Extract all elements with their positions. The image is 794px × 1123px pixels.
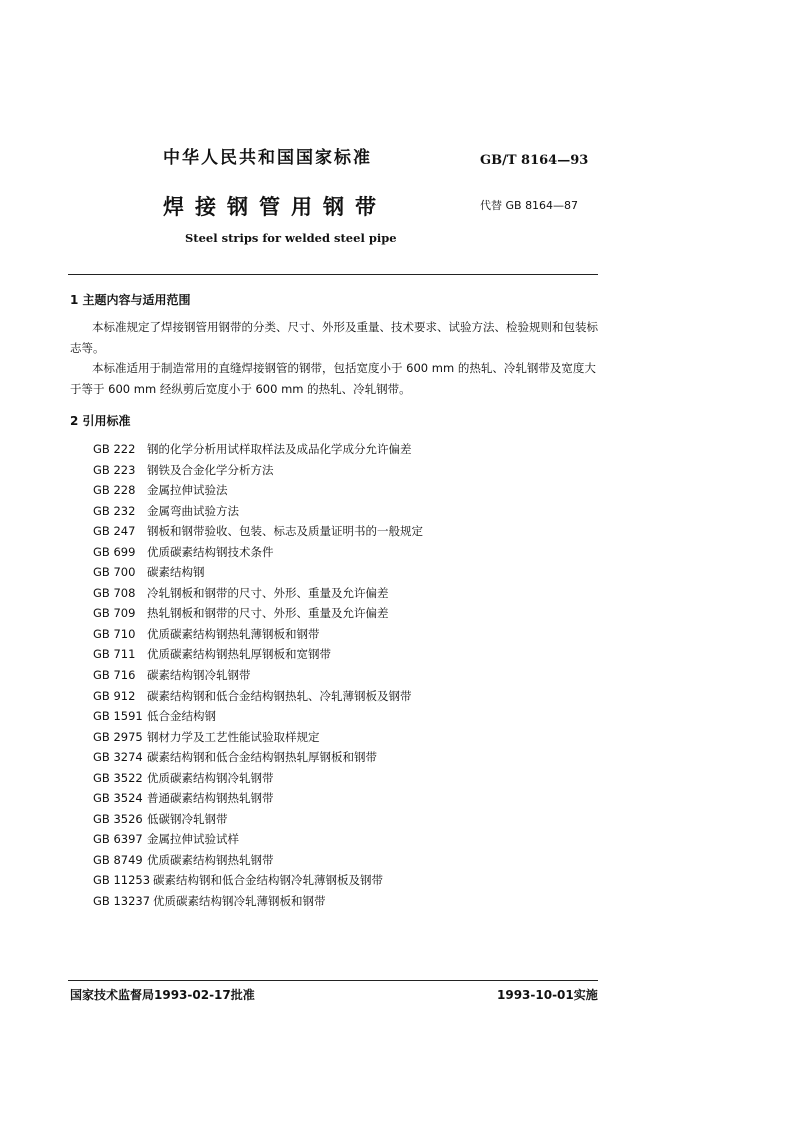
document-title-chinese: 焊接钢管用钢带: [163, 195, 387, 219]
reference-code: GB 709: [93, 606, 136, 621]
reference-code: GB 912: [93, 688, 136, 703]
reference-code: GB 8749: [93, 852, 143, 867]
reference-item: [93, 521, 423, 542]
issuing-organization: 中华人民共和国国家标准: [163, 148, 372, 168]
reference-title: 普通碳素结构钢热轧钢带: [147, 791, 274, 806]
section-1-paragraph-2-line-1: 本标准适用于制造常用的直缝焊接钢管的钢带，包括宽度小于 600 mm 的热轧、冷轧钢带及宽度大: [92, 361, 596, 375]
reference-code: GB 3524: [93, 791, 143, 806]
reference-title: 钢板和钢带验收、包装、标志及质量证明书的一般规定: [147, 524, 423, 539]
reference-item: [93, 768, 423, 789]
section-2-heading: 2 引用标准: [70, 414, 131, 428]
section-1-paragraph-1-line-2: 志等。: [70, 341, 105, 355]
reference-title: 金属拉伸试验法: [147, 483, 228, 498]
reference-item: [93, 747, 423, 768]
reference-title: 低合金结构钢: [147, 709, 216, 724]
reference-title: 碳素结构钢和低合金结构钢冷轧薄钢板及钢带: [153, 873, 383, 888]
reference-code: GB 711: [93, 647, 136, 662]
reference-item: [93, 850, 423, 871]
reference-code: GB 13237: [93, 894, 151, 909]
reference-title: 碳素结构钢冷轧钢带: [147, 668, 251, 683]
reference-item: [93, 788, 423, 809]
reference-code: GB 223: [93, 462, 136, 477]
reference-item: [93, 829, 423, 850]
reference-item: [93, 809, 423, 830]
reference-title: 优质碳素结构钢热轧钢带: [147, 852, 274, 867]
reference-code: GB 716: [93, 668, 136, 683]
reference-title: 冷轧钢板和钢带的尺寸、外形、重量及允许偏差: [147, 585, 389, 600]
section-1-paragraph-1-line-1: 本标准规定了焊接钢管用钢带的分类、尺寸、外形及重量、技术要求、试验方法、检验规则和包装标: [92, 320, 598, 334]
reference-title: 低碳钢冷轧钢带: [147, 811, 228, 826]
reference-item: [93, 891, 423, 912]
reference-code: GB 11253: [93, 873, 151, 888]
reference-code: GB 6397: [93, 832, 143, 847]
reference-title: 碳素结构钢: [147, 565, 205, 580]
reference-item: [93, 562, 423, 583]
reference-title: 金属弯曲试验方法: [147, 503, 239, 518]
approval-line: 国家技术监督局1993-02-17批准: [70, 988, 255, 1002]
reference-code: GB 222: [93, 442, 136, 456]
replaces-standard: 代替 GB 8164—87: [480, 199, 579, 212]
reference-code: GB 3274: [93, 750, 143, 765]
reference-item: [93, 480, 423, 501]
reference-title: 优质碳素结构钢技术条件: [147, 544, 274, 559]
reference-item: [93, 706, 423, 727]
reference-code: GB 708: [93, 585, 136, 600]
reference-code: GB 247: [93, 524, 136, 539]
reference-item: [93, 460, 423, 481]
reference-title: 碳素结构钢和低合金结构钢热轧、冷轧薄钢板及钢带: [147, 688, 412, 703]
reference-code: GB 228: [93, 483, 136, 498]
reference-item: [93, 583, 423, 604]
reference-code: GB 1591: [93, 709, 143, 724]
reference-title: 优质碳素结构钢热轧薄钢板和钢带: [147, 626, 320, 641]
header-divider: [68, 274, 598, 275]
footer-divider: [68, 980, 598, 981]
reference-title: 钢的化学分析用试样取样法及成品化学成分允许偏差: [147, 442, 412, 456]
reference-item: [93, 501, 423, 522]
reference-code: GB 232: [93, 503, 136, 518]
reference-item: [93, 686, 423, 707]
reference-title: 热轧钢板和钢带的尺寸、外形、重量及允许偏差: [147, 606, 389, 621]
standard-code: GB/T 8164—93: [480, 153, 589, 168]
reference-item: [93, 624, 423, 645]
document-title-english: Steel strips for welded steel pipe: [185, 231, 397, 245]
reference-item: [93, 870, 423, 891]
reference-item: [93, 439, 423, 460]
reference-item: [93, 644, 423, 665]
reference-title: 金属拉伸试验试样: [147, 832, 239, 847]
reference-title: 钢铁及合金化学分析方法: [147, 462, 274, 477]
reference-list: [93, 439, 423, 912]
reference-code: GB 700: [93, 565, 136, 580]
reference-code: GB 699: [93, 544, 136, 559]
reference-code: GB 2975: [93, 729, 143, 744]
reference-item: [93, 542, 423, 563]
reference-code: GB 710: [93, 626, 136, 641]
section-1-heading: 1 主题内容与适用范围: [70, 293, 191, 307]
reference-title: 钢材力学及工艺性能试验取样规定: [147, 729, 320, 744]
reference-title: 优质碳素结构钢热轧厚钢板和宽钢带: [147, 647, 331, 662]
reference-title: 碳素结构钢和低合金结构钢热轧厚钢板和钢带: [147, 750, 377, 765]
reference-code: GB 3526: [93, 811, 143, 826]
reference-item: [93, 603, 423, 624]
reference-code: GB 3522: [93, 770, 143, 785]
effective-date: 1993-10-01实施: [497, 988, 598, 1002]
reference-title: 优质碳素结构钢冷轧钢带: [147, 770, 274, 785]
reference-title: 优质碳素结构钢冷轧薄钢板和钢带: [153, 894, 326, 909]
section-1-paragraph-2-line-2: 于等于 600 mm 经纵剪后宽度小于 600 mm 的热轧、冷轧钢带。: [70, 382, 411, 396]
reference-item: [93, 727, 423, 748]
reference-item: [93, 665, 423, 686]
